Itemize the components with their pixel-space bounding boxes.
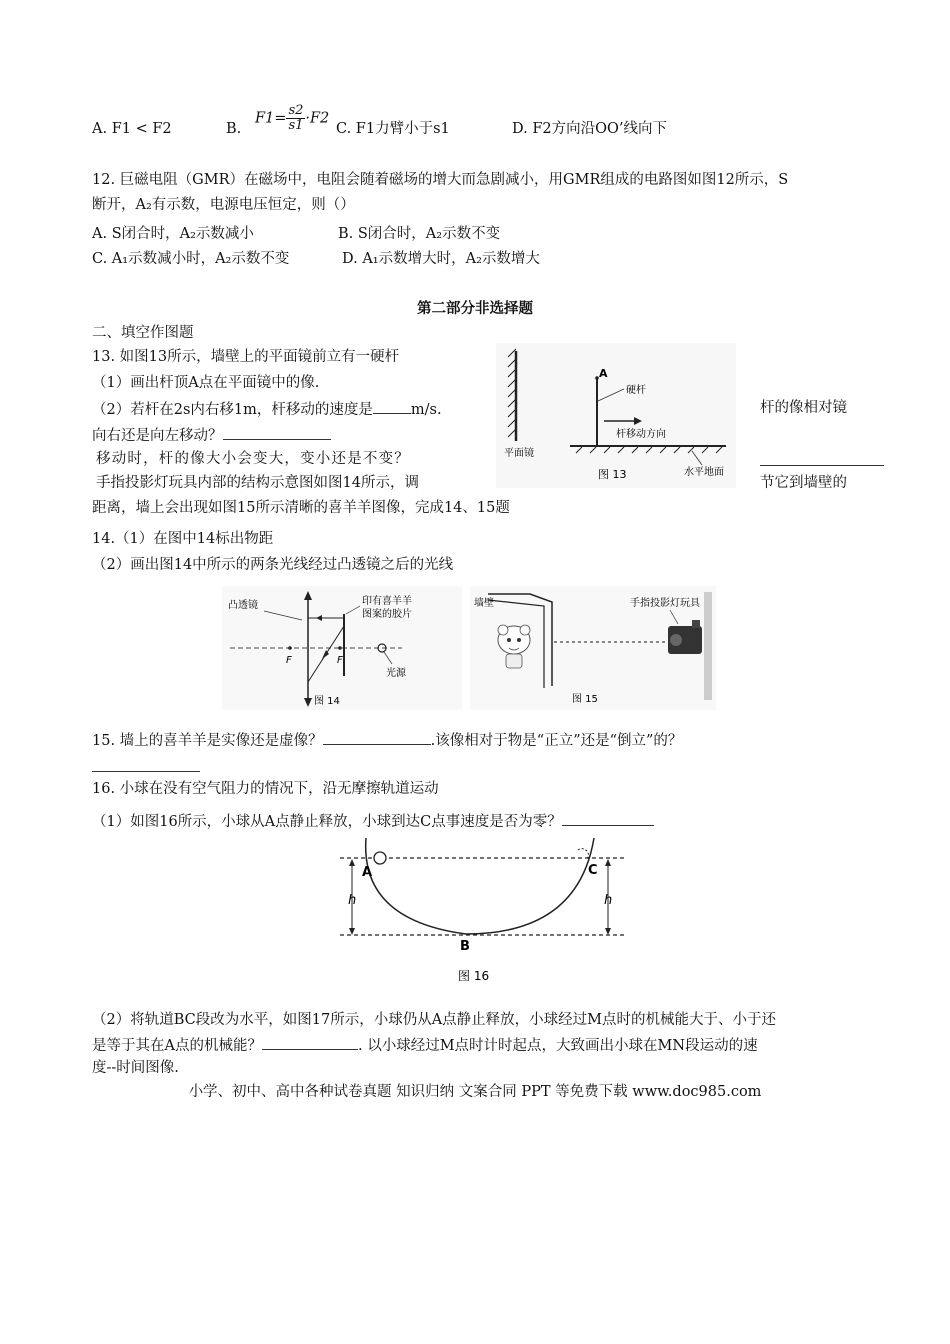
formula-lhs: F1= bbox=[255, 110, 287, 127]
q14-sub1: 14.（1）在图中14标出物距 bbox=[92, 531, 274, 547]
q12-line2: 断开，A₂有示数，电源电压恒定，则（） bbox=[92, 197, 355, 213]
q15-image-type-blank[interactable] bbox=[323, 729, 431, 745]
fig15-toy-label: 手指投影灯玩具 bbox=[630, 598, 700, 609]
fig14-film-line2: 图案的胶片 bbox=[362, 609, 412, 620]
q13-speed-blank[interactable] bbox=[373, 398, 411, 414]
q12-line1: 12. 巨磁电阻（GMR）在磁场中，电阻会随着磁场的增大而急剧减小，用GMR组成的电路图如图12所示，S bbox=[92, 172, 789, 188]
fig13-ground-label: 水平地面 bbox=[684, 467, 724, 478]
fig14-caption: 图 14 bbox=[314, 696, 340, 707]
q16-sub2-line1: （2）将轨道BC段改为水平，如图17所示，小球仍从A点静止释放，小球经过M点时的机械能大于、小于还 bbox=[92, 1012, 777, 1028]
fig14-film-line1: 印有喜羊羊 bbox=[362, 596, 412, 607]
q13-size-blank[interactable] bbox=[760, 450, 884, 466]
fig15-caption: 图 15 bbox=[572, 694, 598, 705]
q16-sub1 bbox=[92, 810, 654, 832]
q13-sub3 bbox=[92, 424, 331, 446]
section-title: 二、填空作图题 bbox=[92, 325, 194, 341]
q11-option-c: C. F1力臂小于s1 bbox=[336, 121, 450, 137]
figure-16 bbox=[330, 836, 630, 986]
q16-energy-blank[interactable] bbox=[262, 1034, 358, 1050]
q11-option-d: D. F2方向沿OO’线向下 bbox=[512, 121, 667, 137]
q11-option-a: A. F1 < F2 bbox=[92, 121, 172, 137]
formula-numerator: s2 bbox=[288, 103, 304, 118]
q16-sub2-text-b: . 以小球经过M点时计时起点，大致画出小球在MN段运动的速 bbox=[357, 1038, 758, 1054]
fig16-point-c: C bbox=[588, 863, 598, 878]
fig15-wall-label: 墙壁 bbox=[474, 598, 494, 609]
fig16-caption: 图 16 bbox=[458, 969, 490, 983]
figure-14 bbox=[222, 586, 462, 710]
formula-fraction bbox=[286, 104, 305, 133]
q13-sub2-text: （2）若杆在2s内右移1m，杆移动的速度是 bbox=[92, 402, 373, 418]
fig13-mirror-label: 平面镜 bbox=[504, 448, 534, 459]
q14-intro-line2: 距离，墙上会出现如图15所示清晰的喜羊羊图像，完成14、15题 bbox=[92, 500, 510, 516]
q14-intro-right: 节它到墙壁的 bbox=[760, 475, 847, 491]
figure-15 bbox=[470, 586, 716, 710]
fig13-direction-label: 杆移动方向 bbox=[616, 429, 666, 440]
q15-line bbox=[92, 729, 682, 751]
q12-option-b: B. S闭合时，A₂示数不变 bbox=[338, 226, 501, 242]
q11-option-b-label: B. bbox=[226, 121, 242, 137]
fig13-caption: 图 13 bbox=[598, 468, 627, 481]
q16-sub2-text-a: 是等于其在A点的机械能？ bbox=[92, 1038, 262, 1054]
fig13-rod-label: 硬杆 bbox=[626, 385, 646, 396]
q16-intro: 16. 小球在没有空气阻力的情况下，沿无摩擦轨道运动 bbox=[92, 781, 439, 797]
part2-title: 第二部分非选择题 bbox=[417, 301, 533, 317]
q13-intro: 13. 如图13所示，墙壁上的平面镜前立有一硬杆 bbox=[92, 349, 400, 365]
fig14-source-label: 光源 bbox=[386, 668, 406, 679]
fig16-h-right: h bbox=[604, 893, 613, 908]
q15-orientation-blank[interactable] bbox=[92, 756, 200, 772]
fig14-focus-right: F bbox=[337, 655, 343, 666]
fig14-focus-left: F bbox=[286, 655, 292, 666]
q13-sub2 bbox=[92, 398, 442, 420]
q13-sub4: 移动时，杆的像大小会变大，变小还是不变？ bbox=[96, 451, 410, 467]
formula-rhs: ·F2 bbox=[305, 110, 330, 127]
figure-13 bbox=[496, 343, 736, 488]
fig13-point-a: A bbox=[599, 367, 608, 380]
q16-sub2-line2 bbox=[92, 1034, 758, 1056]
formula-denominator: s1 bbox=[288, 118, 304, 133]
q16-speed-blank[interactable] bbox=[562, 810, 654, 826]
q15-text2: .该像相对于物是“正立”还是“倒立”的？ bbox=[430, 733, 683, 749]
q13-sub2-unit: m/s. bbox=[410, 402, 442, 418]
page-footer: 小学、初中、高中各种试卷真题 知识归纳 文案合同 PPT 等免费下载 www.doc985.com bbox=[188, 1084, 762, 1100]
q12-option-c: C. A₁示数减小时，A₂示数不变 bbox=[92, 251, 290, 267]
q12-option-d: D. A₁示数增大时，A₂示数增大 bbox=[342, 251, 540, 267]
q12-option-a: A. S闭合时，A₂示数减小 bbox=[92, 226, 254, 242]
q13-direction-blank[interactable] bbox=[223, 424, 331, 440]
q14-sub2: （2）画出图14中所示的两条光线经过凸透镜之后的光线 bbox=[92, 557, 454, 573]
fig16-point-a: A bbox=[362, 865, 373, 880]
fig14-lens-label: 凸透镜 bbox=[228, 600, 258, 611]
fig16-point-b: B bbox=[460, 939, 470, 954]
q11-option-b-formula bbox=[255, 104, 329, 133]
q13-sub1: （1）画出杆顶A点在平面镜中的像. bbox=[92, 375, 320, 391]
q13-sub2-right: 杆的像相对镜 bbox=[760, 400, 847, 416]
fig16-h-left: h bbox=[348, 893, 357, 908]
q13-sub3-text: 向右还是向左移动？ bbox=[92, 428, 223, 444]
q15-text1: 15. 墙上的喜羊羊是实像还是虚像？ bbox=[92, 733, 323, 749]
q14-intro: 手指投影灯玩具内部的结构示意图如图14所示，调 bbox=[96, 475, 419, 491]
q16-sub1-text: （1）如图16所示，小球从A点静止释放，小球到达C点事速度是否为零？ bbox=[92, 814, 562, 830]
q16-sub2-line3: 度--时间图像. bbox=[92, 1060, 179, 1076]
